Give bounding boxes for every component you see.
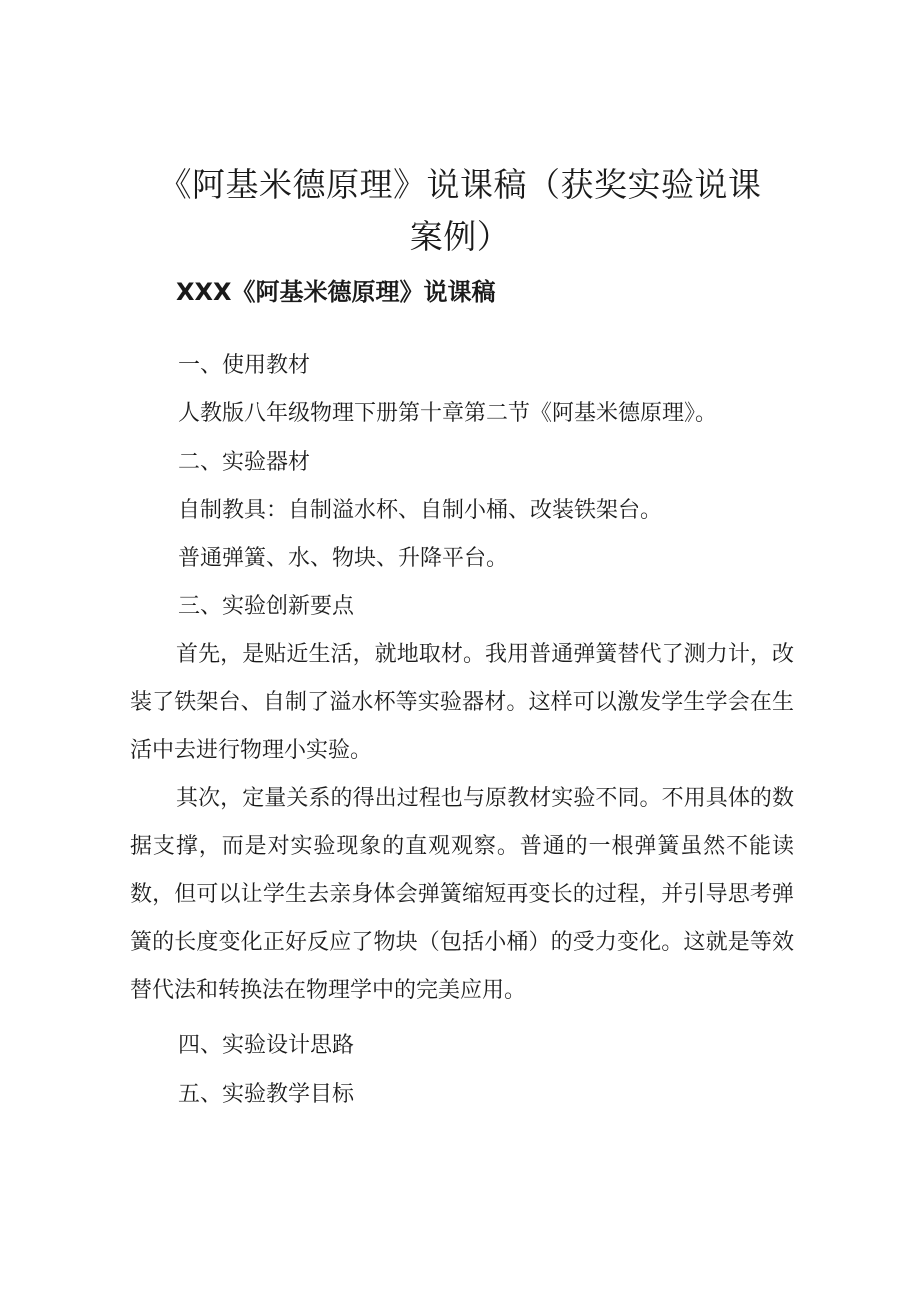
document-title-line-2: 案例） <box>409 217 511 256</box>
document-title-line-1: 《阿基米德原理》说课稿（获奖实验说课 <box>158 165 762 204</box>
section-4-heading: 四、实验设计思路 <box>178 1033 355 1058</box>
section-3-heading: 三、实验创新要点 <box>178 594 355 619</box>
section-2-text-2: 普通弹簧、水、物块、升降平台。 <box>178 546 509 571</box>
section-3-paragraph-2: 其次，定量关系的得出过程也与原教材实验不同。不用具体的数据支撑，而是对实验现象的直观观察。普通的一根弹簧虽然不能读数，但可以让学生去亲身体会弹簧缩短再变长的过程，并引导思考弹簧的长度变化正好反应了物块（包括小桶）的受力变化。这就是等效替代法和转换法在物理学中的完美应用。 <box>130 786 794 1003</box>
section-2-heading: 二、实验器材 <box>178 450 311 475</box>
section-5-heading: 五、实验教学目标 <box>178 1082 355 1107</box>
section-1-text: 人教版八年级物理下册第十章第二节《阿基米德原理》。 <box>178 401 718 426</box>
document-subtitle: XXX《阿基米德原理》说课稿 <box>176 278 496 306</box>
section-2-text-1: 自制教具：自制溢水杯、自制小桶、改装铁架台。 <box>178 498 663 523</box>
section-3-paragraph-1: 首先，是贴近生活，就地取材。我用普通弹簧替代了测力计，改装了铁架台、自制了溢水杯等实验器材。这样可以激发学生学会在生活中去进行物理小实验。 <box>130 642 794 763</box>
section-1-heading: 一、使用教材 <box>178 353 311 378</box>
